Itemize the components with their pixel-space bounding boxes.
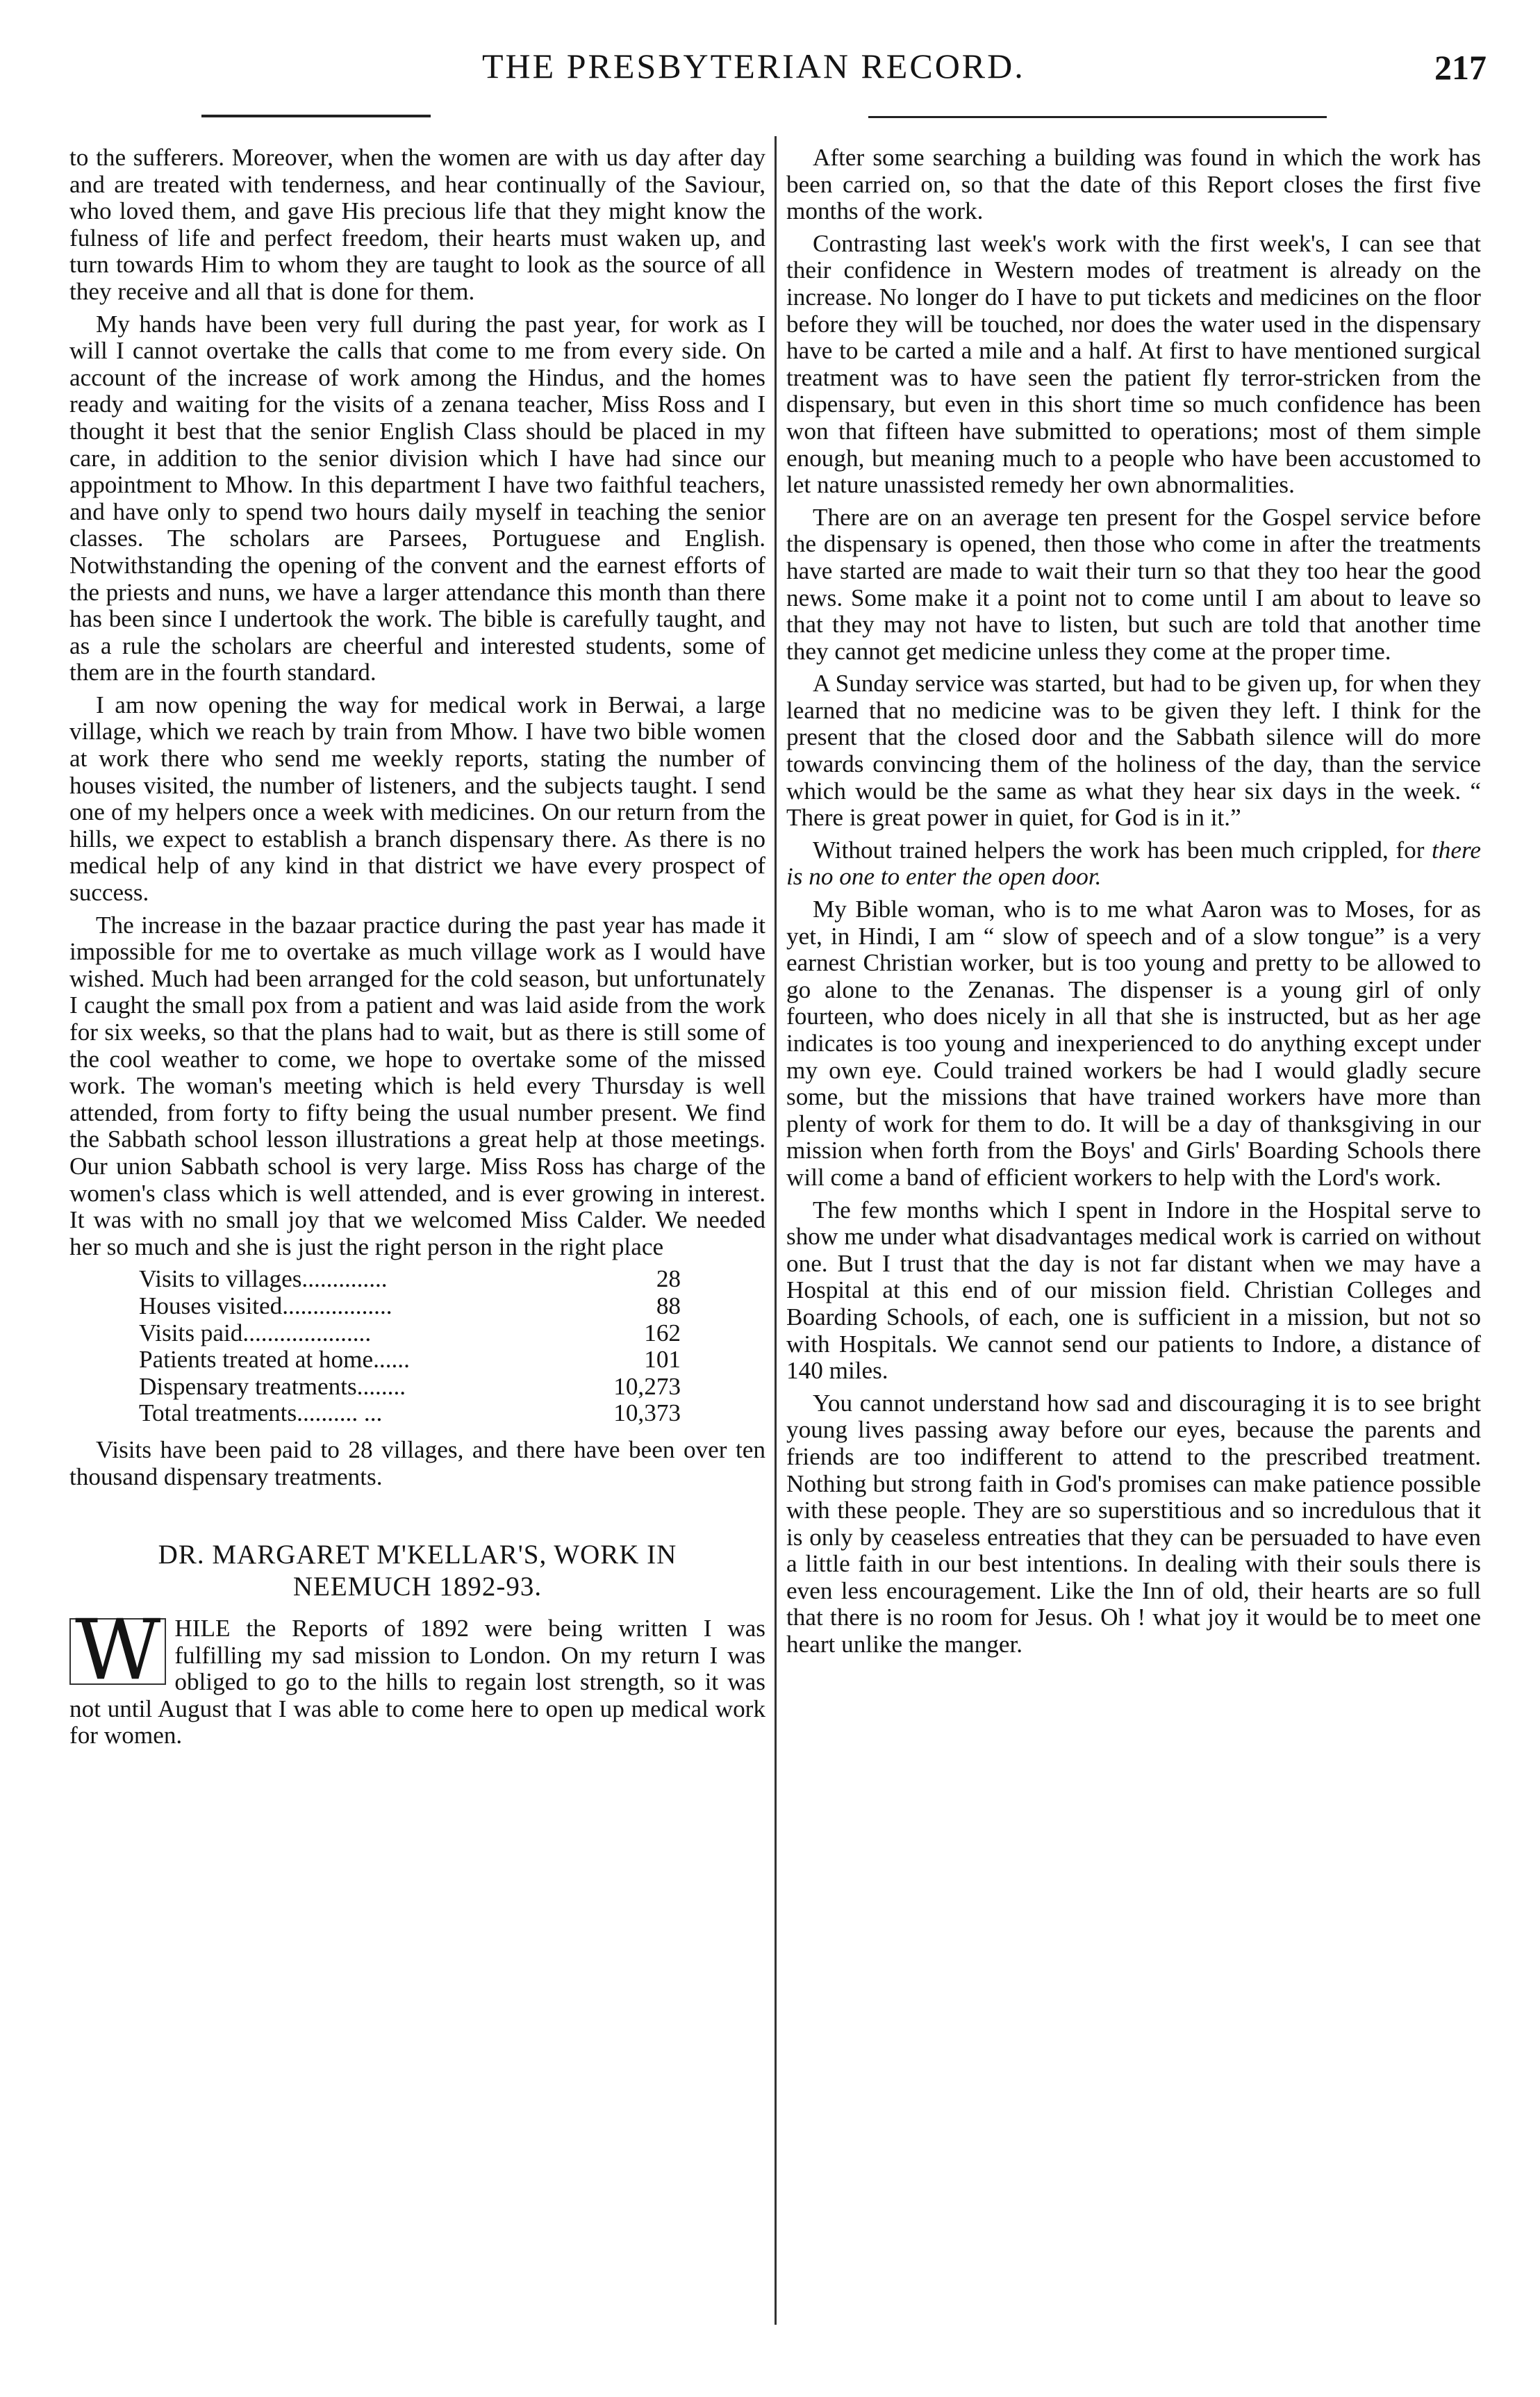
paragraph: There are on an average ten present for the Gospel service before the dispensary is opened, then those who come in after the treatments have started are made to wait their turn so that they too hear the good news. Some make it a point not to come until I am about to leave so that they may not have to listen, but such are told that another time they cannot get medicine unless they come at the proper time. [786, 503, 1481, 665]
stat-label: Houses visited.................. [139, 1292, 392, 1319]
stat-row [139, 1346, 681, 1374]
stat-row [139, 1293, 681, 1320]
stat-value: 162 [644, 1319, 681, 1346]
right-column [786, 145, 1481, 1664]
stat-row [139, 1400, 681, 1427]
drop-cap: W [69, 1618, 166, 1685]
stat-label: Visits to villages.............. [139, 1265, 388, 1293]
paragraph [786, 837, 1481, 891]
left-column [69, 145, 765, 1755]
heading-line: NEEMUCH 1892-93. [292, 1572, 543, 1602]
stat-row [139, 1374, 681, 1401]
paragraph: You cannot understand how sad and discouraging it is to see bright young lives passing away before our eyes, because the parents and friends are too indifferent to attend to the prescribed treatment. Nothing but strong faith in God's promises can make patience possible with these people. They are so superstitious and so incredulous that it is only by ceaseless entreaties that they can be persuaded to have even a little faith in our best intentions. In dealing with their souls there is even less encouragement. Like the Inn of old, their hearts are so full that there is no room for Jesus. Oh ! what joy it would be to meet one heart unlike the manger. [786, 1389, 1481, 1658]
paragraph: My hands have been very full during the past year, for work as I will I cannot overtake the calls that come to me from every side. On account of the increase of work among the Hindus, and the homes ready and waiting for the visits of a zenana teacher, Miss Ross and I thought it best that the senior English Class should be placed in my care, in addition to the senior division which I have had since our appointment to Mhow. In this department I have two faithful teachers, and have only to spend two hours daily myself in teaching the senior classes. The scholars are Parsees, Portuguese and English. Notwithstanding the opening of the convent and the earnest efforts of the priests and nuns, we have a larger attendance this month than there has been since I undertook the work. The bible is carefully taught, and as a rule the scholars are cheerful and interested students, some of them are in the fourth standard. [69, 310, 765, 686]
paragraph: After some searching a building was found in which the work has been carried on, so that the date of this Report closes the first five months of the work. [786, 144, 1481, 225]
stat-row [139, 1320, 681, 1347]
stat-value: 28 [656, 1265, 681, 1293]
paragraph: The few months which I spent in Indore in the Hospital serve to show me under what disadvantages medical work is carried on without one. But I trust that the day is not far distant when we may have a Hospital at this end of our mission field. Christian Colleges and Boarding Schools, of each, one is sufficient in a mission, but not so with Hospitals. We cannot send our patients to Indore, a distance of 140 miles. [786, 1196, 1481, 1385]
stat-label: Visits paid..................... [139, 1319, 372, 1346]
publication-title: THE PRESBYTERIAN RECORD. [482, 47, 1025, 85]
column-divider [775, 136, 777, 2325]
page-header [458, 46, 1487, 94]
page-number: 217 [1434, 48, 1487, 87]
stat-value: 101 [644, 1346, 681, 1374]
header-rule-right [868, 116, 1327, 118]
paragraph: My Bible woman, who is to me what Aaron was to Moses, for as yet, in Hindi, I am “ slow of speech and of a slow tongue” is a very earnest Christian worker, but is too young and pretty to be allowed to go alone to the Zenanas. The dispenser is a young girl of only fourteen, who does nicely in all that she is instructed, but as her age indicates is too young and inexperienced to do anything except under my own eye. Could trained workers be had I would gladly secure some, but the missions that have trained workers have more than plenty of work for them to do. It will be a day of thanksgiving in our mission when forth from the Boys' and Girls' Boarding Schools there will come a band of efficient workers to help with the Lord's work. [786, 896, 1481, 1191]
statistics-table [139, 1266, 681, 1427]
section-heading [69, 1539, 765, 1603]
stat-value: 10,373 [613, 1399, 681, 1427]
paragraph: A Sunday service was started, but had to be given up, for when they learned that no medicine was to be given they left. I think for the present that the closed door and the Sabbath silence will do more towards convincing them of the holiness of the day, than the service which would be the same as what they hear six days in the week. “ There is great power in quiet, for God is in it.” [786, 670, 1481, 832]
paragraph: to the sufferers. Moreover, when the women are with us day after day and are treated with tenderness, and hear continually of the Saviour, who loved them, and gave His precious life that they might know the fulness of life and perfect freedom, their hearts must waken up, and turn towards Him to whom they are taught to look as the source of all they receive and all that is done for them. [69, 144, 765, 305]
stat-label: Total treatments.......... ... [139, 1399, 383, 1427]
stat-label: Patients treated at home...... [139, 1346, 410, 1374]
paragraph: Visits have been paid to 28 villages, and there have been over ten thousand dispensary treatments. [69, 1435, 765, 1490]
stat-label: Dispensary treatments........ [139, 1372, 406, 1400]
header-rule-left [201, 115, 431, 117]
stat-row [139, 1266, 681, 1293]
paragraph-text: Without trained helpers the work has been much crippled, for [813, 836, 1432, 864]
paragraph: The increase in the bazaar practice during the past year has made it impossible for me to overtake as much village work as I would have wished. Much had been arranged for the cold season, but unfortunately I caught the small pox from a patient and was laid aside from the work for six weeks, so that the plans had to wait, but as there is still some of the cool weather to come, we hope to overtake some of the missed work. The woman's meeting which is held every Thursday is well attended, from forty to fifty being the usual number present. We find the Sabbath school lesson illustrations a great help at those meetings. Our union Sabbath school is very large. Miss Ross has charge of the women's class which is well attended, and is ever growing in interest. It was with no small joy that we welcomed Miss Calder. We needed her so much and she is just the right person in the right place [69, 911, 765, 1260]
paragraph-text: HILE the Reports of 1892 were being written I was fulfilling my sad mission to London. On my return I was obliged to go to the hills to regain lost strength, so it was not until August that I was able to come here to open up medical work for women. [69, 1615, 765, 1749]
paragraph: Contrasting last week's work with the first week's, I can see that their confidence in Western modes of treatment is already on the increase. No longer do I have to put tickets and medicines on the floor before they will be touched, nor does the water used in the dispensary have to be carted a mile and a half. At first to have mentioned surgical treatment was to have seen the patient fly terror-stricken from the dispensary, but even in this short time so much confidence has been won that fifteen have submitted to operations; most of them simple enough, but meaning much to a people who have been accustomed to let nature unassisted remedy her own abnormalities. [786, 229, 1481, 499]
paragraph: I am now opening the way for medical work in Berwai, a large village, which we reach by train from Mhow. I have two bible women at work there who send me weekly reports, stating the number of houses visited, the number of listeners, and the subjects taught. I send one of my helpers once a week with medicines. On our return from the hills, we expect to establish a branch dispensary there. As there is no medical help of any kind in that district we have every prospect of success. [69, 691, 765, 907]
stat-value: 88 [656, 1292, 681, 1319]
paragraph [69, 1602, 765, 1749]
stat-value: 10,273 [613, 1372, 681, 1400]
heading-line: DR. MARGARET M'KELLAR'S, WORK IN [158, 1540, 677, 1570]
italic-text: there is no one to enter the open door. [786, 836, 1481, 891]
